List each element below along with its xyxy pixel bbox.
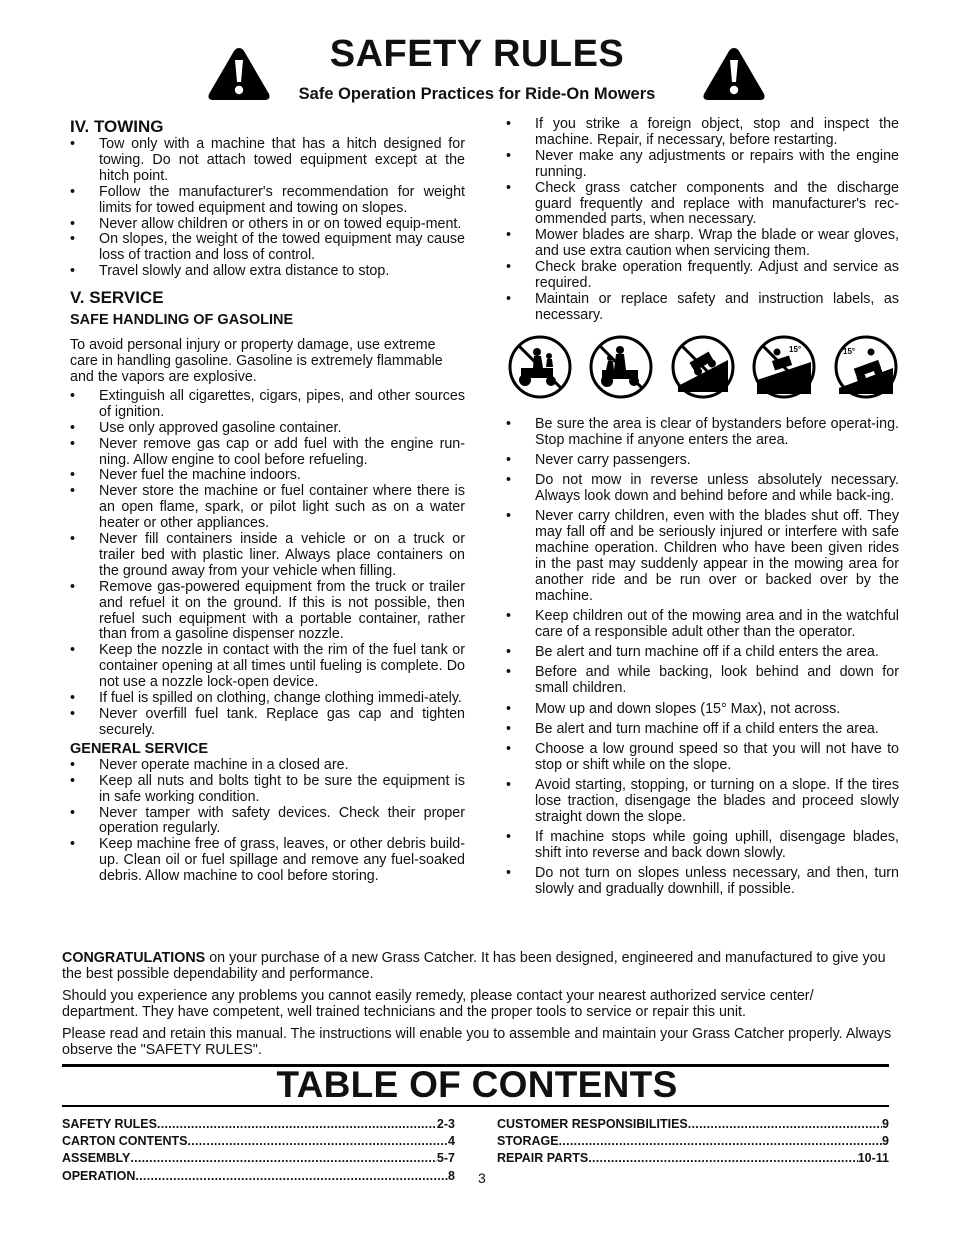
right-list-top — [506, 117, 899, 324]
toc-right-column — [497, 1116, 889, 1168]
list-item: • Never fill containers inside a vehicle or on a truck or trailer bed with plastic liner. Always place containers on the ground away from your vehicle when filling. — [70, 531, 465, 579]
max-slope-up-down-icon — [833, 334, 899, 400]
list-item: • Maintain or replace safety and instruction labels, as necessary. — [506, 290, 899, 323]
list-item: • Never tamper with safety devices. Check their proper operation regularly. — [70, 804, 465, 837]
list-item: • Extinguish all cigarettes, cigars, pipes, and other sources of ignition. — [70, 387, 465, 420]
list-item: • Mow up and down slopes (15° Max), not across. — [506, 700, 841, 717]
toc-entry[interactable]: REPAIR PARTS ..... 10-11 — [497, 1150, 889, 1167]
toc-entry[interactable]: SAFETY RULES ..... 2-3 — [62, 1116, 455, 1133]
divider — [62, 1105, 889, 1107]
toc-entry[interactable]: OPERATION ..... 8 — [62, 1168, 455, 1185]
toc-entry[interactable]: ASSEMBLY ..... 5-7 — [62, 1150, 455, 1167]
no-children-on-mower-icon — [507, 334, 573, 400]
list-item: • Travel slowly and allow extra distance to stop. — [70, 263, 390, 280]
toc-entry[interactable]: CUSTOMER RESPONSIBILITIES ..... 9 — [497, 1116, 889, 1133]
slope-label: 15° — [789, 345, 802, 354]
list-item: • Tow only with a machine that has a hitch designed for towing. Do not attach towed equipment except at the hitch point. — [70, 136, 465, 184]
max-slope-across-icon — [751, 334, 817, 400]
intro-section — [62, 950, 892, 1064]
list-item: • Use only approved gasoline container. — [70, 419, 342, 436]
right-list-bottom — [506, 417, 899, 898]
gasoline-heading: SAFE HANDLING OF GASOLINE — [70, 312, 294, 329]
towing-list — [70, 137, 465, 280]
list-item: • Remove gas-powered equipment from the truck or trailer and refuel it on the ground. If this is not possible, then refuel such equipment with a portable container, rather than from a gasoline dispenser nozzle. — [70, 578, 465, 643]
list-item: • Check grass catcher components and the discharge guard frequently and replace with manufacturer's rec-ommended parts, when necessary. — [506, 179, 899, 228]
safety-pictograms — [507, 334, 899, 400]
gasoline-intro: To avoid personal injury or property damage, use extreme care in handling gasoline. Gasoline is extremely flammable and the vapors are explosive. — [70, 337, 443, 385]
right-column — [506, 117, 899, 324]
general-service-list — [70, 758, 465, 885]
general-service-heading: GENERAL SERVICE — [70, 740, 209, 757]
list-item: • On slopes, the weight of the towed equipment may cause loss of traction and loss of control. — [70, 231, 465, 264]
list-item: • If machine stops while going uphill, disengage blades, shift into reverse and back down slowly. — [506, 829, 899, 862]
list-item: • Never make any adjustments or repairs with the engine running. — [506, 147, 899, 180]
page-number: 3 — [478, 1170, 486, 1186]
list-item: • Never carry passengers. — [506, 452, 691, 469]
list-item: • If you strike a foreign object, stop and inspect the machine. Repair, if necessary, before restarting. — [506, 116, 899, 148]
list-item: • Choose a low ground speed so that you will not have to stop or shift while on the slope. — [506, 740, 899, 773]
retain-manual-paragraph: Please read and retain this manual. The instructions will enable you to assemble and maintain your Grass Catcher properly. Always observe the "SAFETY RULES". — [62, 1026, 892, 1058]
service-paragraph: Should you experience any problems you cannot easily remedy, please contact your nearest authorized service center/ department. They have competent, well trained technicians and the proper tools to service or repair this unit. — [62, 988, 814, 1020]
slope-label: 15° — [843, 347, 856, 356]
page-title: SAFETY RULES — [329, 33, 625, 75]
list-item: • Keep all nuts and bolts tight to be sure the equipment is in safe working condition. — [70, 772, 465, 805]
congratulations-paragraph: CONGRATULATIONS on your purchase of a new Grass Catcher. It has been designed, engineered and manufactured to give you the best possible dependability and performance. — [62, 950, 886, 982]
toc-title: TABLE OF CONTENTS — [276, 1064, 678, 1105]
toc-entry[interactable]: CARTON CONTENTS ..... 4 — [62, 1133, 455, 1150]
page-subtitle: Safe Operation Practices for Ride-On Mowers — [298, 85, 656, 103]
list-item: • If fuel is spilled on clothing, change clothing immedi-ately. — [70, 690, 462, 707]
list-item: • Never operate machine in a closed are. — [70, 756, 349, 773]
list-item: • Never allow children or others in or on towed equip-ment. — [70, 215, 462, 232]
toc-entry[interactable]: STORAGE ..... 9 — [497, 1133, 889, 1150]
list-item: • Never store the machine or fuel container where there is an open flame, spark, or pilot light such as on a water heater or other appliances. — [70, 483, 465, 532]
list-item: • Never carry children, even with the blades shut off. They may fall off and be seriously injured or interfere with safe machine operation. Children who have been given rides in the past may suddenly appear in the mowing area for another ride and be run over or backed over by the machine. — [506, 508, 899, 604]
toc-left-column — [62, 1116, 455, 1185]
list-item: • Keep the nozzle in contact with the rim of the fuel tank or container opening at all times until fueling is complete. Do not use a nozzle lock-open device. — [70, 642, 465, 691]
list-item: • Avoid starting, stopping, or turning on a slope. If the tires lose traction, disengage the blades and proceed slowly straight down the slope. — [506, 777, 899, 825]
list-item: • Never overfill fuel tank. Replace gas cap and tighten securely. — [70, 706, 465, 738]
list-item: • Keep machine free of grass, leaves, or other debris build-up. Clean oil or fuel spillage and remove any fuel-soaked debris. Allow machine to cool before storing. — [70, 836, 465, 885]
no-tipping-on-slope-icon — [670, 334, 736, 400]
list-item: • Be alert and turn machine off if a child enters the area. — [506, 720, 879, 737]
list-item: • Check brake operation frequently. Adjust and service as required. — [506, 259, 899, 292]
list-item: • Before and while backing, look behind and down for small children. — [506, 664, 899, 697]
no-passengers-icon — [588, 334, 654, 400]
gasoline-list — [70, 389, 465, 739]
service-heading: V. SERVICE — [70, 288, 164, 308]
list-item: • Never remove gas cap or add fuel with the engine run-ning. Allow engine to cool before refueling. — [70, 435, 465, 468]
list-item: • Be sure the area is clear of bystanders before operat-ing. Stop machine if anyone enters the area. — [506, 416, 899, 448]
list-item: • Do not mow in reverse unless absolutely necessary. Always look down and behind before and while back-ing. — [506, 472, 899, 505]
list-item: • Never fuel the machine indoors. — [70, 467, 301, 484]
left-column — [70, 117, 465, 885]
list-item: • Be alert and turn machine off if a child enters the area. — [506, 644, 879, 661]
list-item: • Do not turn on slopes unless necessary, and then, turn slowly and gradually downhill, if possible. — [506, 865, 899, 898]
list-item: • Follow the manufacturer's recommendation for weight limits for towed equipment and towing on slopes. — [70, 183, 465, 216]
list-item: • Keep children out of the mowing area and in the watchful care of a responsible adult other than the operator. — [506, 608, 899, 641]
towing-heading: IV. TOWING — [70, 117, 164, 136]
right-column-lower — [506, 417, 899, 902]
list-item: • Mower blades are sharp. Wrap the blade or wear gloves, and use extra caution when servicing them. — [506, 227, 899, 260]
